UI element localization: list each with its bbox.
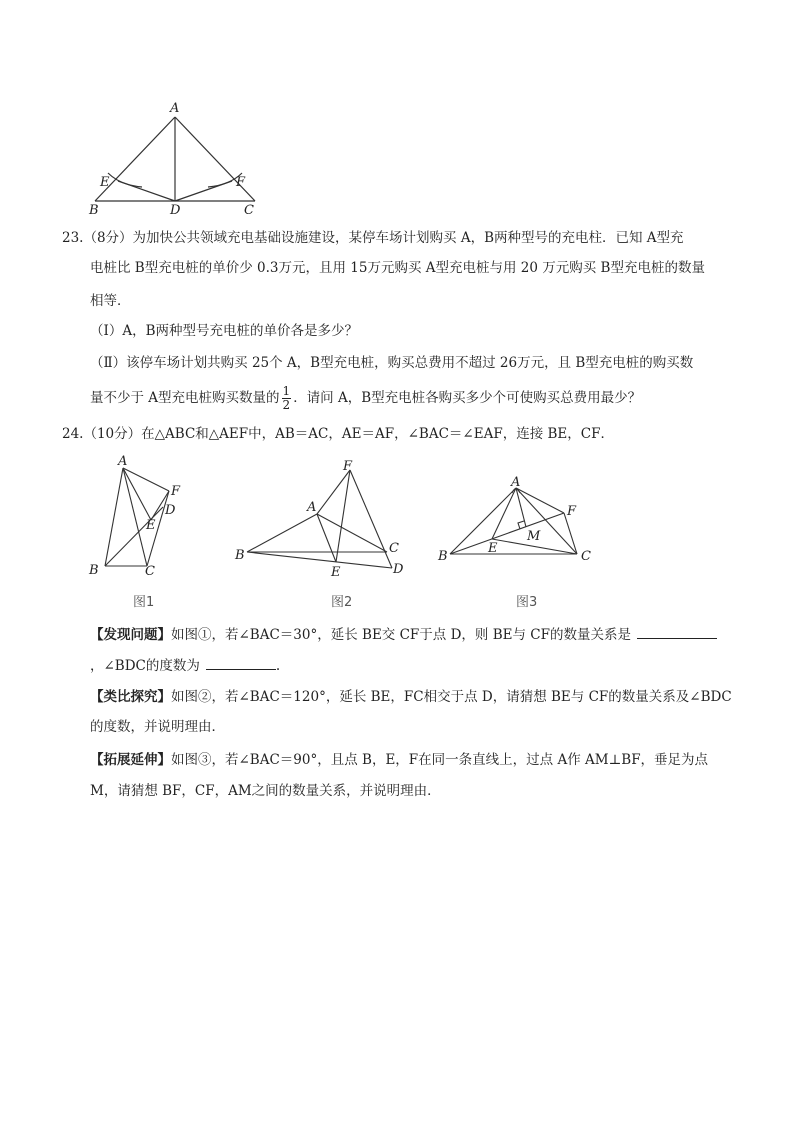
q23-line1: 23.（8分）为加快公共领域充电基础设施建设，某停车场计划购买 A，B两种型号的充电柱．已知 A型充 xyxy=(62,230,684,246)
q24-extend-line1 xyxy=(90,750,708,770)
fig2-label-a: A xyxy=(307,500,317,515)
q24-analogy-line1 xyxy=(90,687,732,707)
label-b: B xyxy=(89,203,99,218)
fig3-ab xyxy=(450,488,516,554)
q23-part2-line1: （Ⅱ）该停车场计划共购买 25个 A，B型充电桩，购买总费用不超过 26万元，且 B型充电桩的购买数 xyxy=(90,355,694,371)
fig3-ac xyxy=(516,488,577,554)
discover-line2: ，∠BDC的度数为 xyxy=(90,658,200,674)
analogy-tag: 【类比探究】 xyxy=(90,689,171,705)
fig3-label-b: B xyxy=(438,549,448,564)
fraction-one-half xyxy=(282,385,292,412)
fig2-caption: 图2 xyxy=(331,595,353,610)
fig1-label-f: F xyxy=(171,484,181,499)
fig2-label-f: F xyxy=(343,459,353,474)
q23-line3: 相等． xyxy=(90,293,131,309)
q23-line2: 电桩比 B型充电桩的单价少 0.3万元，且用 15万元购买 A型充电桩与用 20 万元购买 B型充电桩的数量 xyxy=(90,260,705,276)
fig3-af xyxy=(516,488,564,513)
fig1-label-c: C xyxy=(145,564,155,579)
fig1-caption: 图1 xyxy=(133,595,155,610)
q23-part2-line2 xyxy=(90,385,641,412)
label-f: F xyxy=(236,175,246,190)
figure-1 xyxy=(85,452,205,614)
q24-discover-line2 xyxy=(90,655,280,676)
fig3-label-m: M xyxy=(527,529,541,544)
answer-blank-1[interactable] xyxy=(637,624,717,639)
discover-end: . xyxy=(275,658,281,674)
label-d: D xyxy=(170,203,181,218)
q24-discover-line1 xyxy=(90,624,717,645)
discover-text: 如图①，若∠BAC＝30°，延长 BE交 CF于点 D，则 BE与 CF的数量关系是 xyxy=(171,627,631,643)
fig3-label-c: C xyxy=(581,549,591,564)
fig1-label-b: B xyxy=(89,563,99,578)
extend-tag: 【拓展延伸】 xyxy=(90,752,171,768)
answer-blank-2[interactable] xyxy=(206,655,276,670)
fig2-ae xyxy=(317,514,336,562)
q24-stem: 24.（10分）在△ABC和△AEF中，AB＝AC，AE＝AF，∠BAC＝∠EAF，连接 BE，CF． xyxy=(62,426,614,442)
q23-part1: （Ⅰ）A，B两种型号充电桩的单价各是多少？ xyxy=(90,323,359,339)
fig3-label-f: F xyxy=(567,504,577,519)
fig2-af xyxy=(317,470,350,514)
figure-triangle-abc-top xyxy=(80,95,280,218)
analogy-text: 如图②，若∠BAC＝120°，延长 BE，FC相交于点 D，请猜想 BE与 CF的数量关系及∠BDC xyxy=(171,689,732,705)
fig2-fd xyxy=(350,470,392,568)
figure-2 xyxy=(232,452,412,614)
q24-extend-line2: M，请猜想 BF，CF，AM之间的数量关系，并说明理由． xyxy=(90,783,441,799)
fig1-ab xyxy=(105,468,123,566)
fig2-label-c: C xyxy=(389,541,399,556)
q23-part2-line2b: ．请问 A，B型充电桩各购买多少个可使购买总费用最少？ xyxy=(293,390,642,406)
fig2-label-b: B xyxy=(235,548,245,563)
label-e: E xyxy=(100,175,110,190)
label-a: A xyxy=(170,101,180,116)
figure-3 xyxy=(432,452,602,614)
q24-analogy-line2: 的度数，并说明理由． xyxy=(90,719,225,735)
q23-part2-line2a: 量不少于 A型充电桩购买数量的 xyxy=(90,390,280,406)
fig2-label-d: D xyxy=(393,562,404,577)
extend-text: 如图③，若∠BAC＝90°，且点 B，E，F在同一条直线上，过点 A作 AM⊥BF，垂足为点 xyxy=(171,752,709,768)
fig2-bd xyxy=(247,552,392,568)
fraction-numerator: 1 xyxy=(282,384,291,398)
fig3-label-a: A xyxy=(511,475,521,490)
fig2-ab xyxy=(247,514,317,552)
fig1-label-d: D xyxy=(165,503,176,518)
fig3-label-e: E xyxy=(488,541,498,556)
fig2-label-e: E xyxy=(331,565,341,580)
fraction-denominator: 2 xyxy=(282,398,291,412)
fig3-cf xyxy=(564,513,577,554)
discover-tag: 【发现问题】 xyxy=(90,627,171,643)
fig2-ef xyxy=(336,470,350,562)
fig3-bf xyxy=(450,513,564,554)
fig1-label-e: E xyxy=(146,518,156,533)
fig1-label-a: A xyxy=(118,454,128,469)
arc-e xyxy=(108,173,142,187)
label-c: C xyxy=(244,203,254,218)
fig3-caption: 图3 xyxy=(516,595,538,610)
fig1-ac xyxy=(123,468,147,566)
fig1-af xyxy=(123,468,169,491)
fig1-ae xyxy=(123,468,151,520)
